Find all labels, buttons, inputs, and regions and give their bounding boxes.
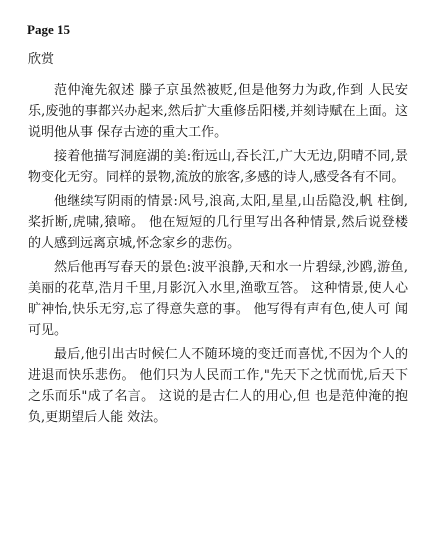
paragraph: 接着他描写洞庭湖的美:衔远山,吞长江,广大无边,阴晴不同,景物变化无穷。同样的景物,流放的旅客,多感的诗人,感受各有不同。 (28, 149, 408, 185)
section-title: 欣赏 (28, 52, 55, 67)
paragraph: 最后,他引出古时候仁人不随环境的变迁而喜忧,不因为个人的进退而快乐悲伤。 他们只为人民而工作,"先天下之忧而忧,后天下之乐而乐"成了名言。 这说的是古仁人的用心,但 也是范仲淹的抱负,更期望后人能 效法。 (28, 347, 408, 425)
paragraph: 然后他再写春天的景色:波平浪静,天和水一片碧绿,沙鸥,游鱼,美丽的花草,浩月千里,月影沉入水里,渔歌互答。 这种情景,使人心旷神怡,快乐无穷,忘了得意失意的事。 他写得有声有色,使人可 闻可见。 (28, 260, 408, 338)
paragraph: 他继续写阴雨的情景:风号,浪高,太阳,星星,山岳隐没,帆 柱倒,桨折断,虎啸,猿啼。 他在短短的几行里写出各种情景,然后说登楼的人感到远离京城,怀念家乡的悲伤。 (28, 194, 408, 251)
paragraph: 范仲淹先叙述 滕子京虽然被贬,但是他努力为政,作到 人民安乐,废弛的事都兴办起来,然后扩大重修岳阳楼,并刻诗赋在上面。这 说明他从事 保存古迹的重大工作。 (28, 83, 408, 140)
body-text (28, 80, 408, 431)
page-number: Page 15 (27, 22, 70, 37)
